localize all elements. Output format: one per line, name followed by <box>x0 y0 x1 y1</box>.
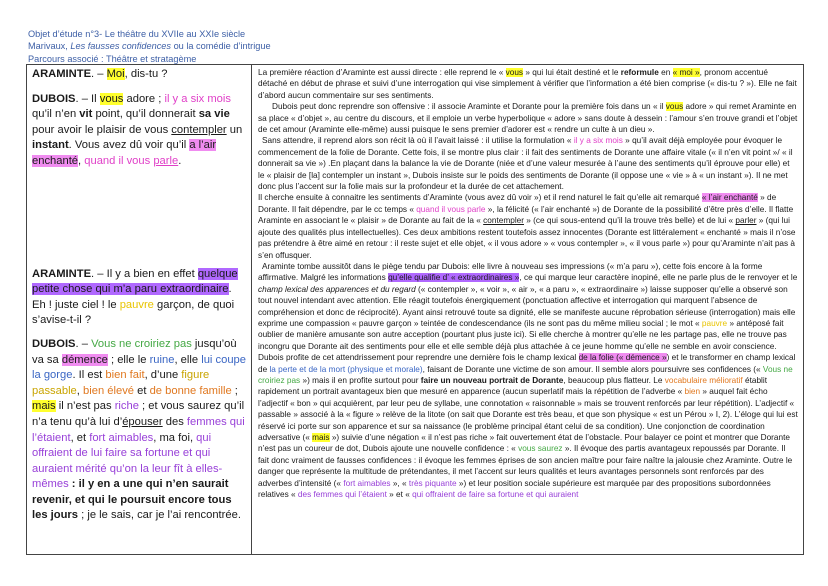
analysis-paragraph-6: Dubois profite de cet attendrissement pour reprendre une dernière fois le champ lexical de la folie (« démence ») et le transformer en champ lexical de la perte et de la mort (physique et morale), faisant de Dorante une victime de son amour. Il semble alors poursuivre ses confidences (« Vous ne croiriez pas ») mais il en profite surtout pour faire un nouveau portrait de Dorante, beaucoup plus flatteur. Le vocabulaire mélioratif établit rapidement un portrait avantageux bien que mesuré en apparence (aucun superlatif mais la répétition de l’adverbe « bien » auquel fait écho l’adjectif « bon » qui acquièrent, par leur peu de syllabe, une connotation « raisonnable » mais se trouvent renforcés par leur répétition). L’adjectif « passable » associé à la « figure » relève de la litote (on sait que Dorante est très beau, et que son physique « est un Pérou » I, 2). L’éloge qui lui est réservé ici porte sur son apparence et sur sa naissance (le problème principal étant celui de sa condition). Une conjonction de coordination adversative (« mais ») suivie d’une négation « il n’est pas riche » fait ouvertement état de l’obstacle. Pour balayer ce point et montrer que Dorante n’est pas un coureur de dot, Dubois ajoute une nouvelle confidence : « vous saurez ». Il évoque des partis avantageux repoussés par Dorante. Il fait donc vraiment de fausses confidences : il évoque les femmes éprises de son ancien maître pour faire naître la jalousie chez Araminte. Outre le danger que représente la multitude de prétendantes, il met l’accent sur leurs qualités et leurs avantages personnels sont renforcés par des adverbes d’intensité (« fort aimables », « très piquante ») et leur position sociale supérieure est marquée par des propositions subordonnées relatives « des femmes qui l’étaient » et « qui offraient de faire sa fortune et qui auraient <box>258 353 798 500</box>
analysis-paragraph-4: Il cherche ensuite à connaitre les sentiments d’Araminte (vous avez dû voir ») et il rend naturel le fait qu’elle ait remarqué « l’air enchanté » de Dorante. Il fait dépendre, par le cc temps « quand il vous parle », la félicité (« l’air enchanté ») de Dorante de la possibilité d’être près d’elle. Il flatte Araminte en associant le « plaisir » de Dorante au fait de la « contempler » (ce qui sous-entend qu’il la trouve très belle) et de lui « parler » (qui lui ajoute des qualités plus intellectuelles). Ces deux ambitions restent toutefois assez innocentes (Dorante est littéralement « enchanté » mais il n’ose pas prétendre à être aimé en retour : il reste sujet et elle objet, « il vous adore » « vous contempler », « il vous parle ») pour qu’Araminte n’ait pas à s’en offusquer. <box>258 193 796 260</box>
line-araminte-2: ARAMINTE. – Il y a bien en effet quelque petite chose qui m’a paru extraordinaire. Eh ! juste ciel ! le pauvre garçon, de quoi s’avise-t-il ? <box>32 267 238 327</box>
header-line-3: Parcours associé : Théâtre et stratagème <box>28 53 197 64</box>
analysis-column <box>252 65 803 556</box>
analysis-paragraph-3: Sans attendre, il reprend alors son récit là où il l’avait laissé : il utilise la formulation « il y a six mois » qu’il avait déjà employée pour évoquer le commencement de la folie de Dorante. Cette fois, il se montre plus clair : il fait des sentiments de Dorante une affaire vitale (« il n’en vit point »/ « il donnerait sa vie ») .En plaçant dans la balance la vie de Dorante (niée et d’une valeur mesurée à l’aune des sentiments qu’il éprouve pour elle) et le « plaisir de [la] contempler un instant », Dubois insiste sur le poids des sentiments de Dorante (il oppose une « vie » à « un instant »). Il ne met donc plus l’accent sur la folie mais sur la profondeur et la durée de cet attachement. <box>258 136 793 192</box>
line-dubois-2: DUBOIS. – Vous ne croiriez pas jusqu’où va sa démence ; elle le ruine, elle lui coupe la gorge. Il est bien fait, d’une figure passable, bien élevé et de bonne famille ; mais il n’est pas riche ; et vous saurez qu’il n’a tenu qu’à lui d’épouser des femmes qui l’étaient, et fort aimables, ma foi, qui offraient de lui faire sa fortune et qui auraient mérité qu’on la leur fît à elles-mêmes : il y en a une qui n’en saurait revenir, et qui le poursuit encore tous les jours ; je le sais, car je l’ai rencontrée. <box>32 337 246 522</box>
analysis-paragraph-1: La première réaction d’Araminte est aussi directe : elle reprend le « vous » qui lui était destiné et le reformule en « moi », pronom accentué détaché en début de phrase et suivi d’une interrogation qui vise simplement à vérifier que l’information a été bien comprise (« dis-tu ? »). Elle ne fait d’abord aucun commentaire sur ses sentiments. <box>258 68 797 100</box>
work-title: Les fausses confidences <box>70 41 172 52</box>
header-line-2: Marivaux, Les fausses confidences ou la comédie d’intrigue <box>28 41 271 52</box>
spacer <box>32 170 247 267</box>
study-table <box>26 64 804 555</box>
play-text-column <box>27 65 252 554</box>
line-araminte-1: ARAMINTE. – Moi, dis-tu ? <box>32 68 168 80</box>
analysis-paragraph-2: Dubois peut donc reprendre son offensive : il associe Araminte et Dorante pour la première fois dans un « il vous adore » qui remet Araminte en sa place « d’objet », au centre du discours, et il emploie un verbe hyperbolique « adore » sans doute à dessein : l’amour s’en trouve grandi et l’objet de cet amour (Araminte elle-même) aussi puisque le sens premier d’adorer est « rendre un culte à un dieu ». <box>258 102 798 135</box>
analysis-paragraph-5: Araminte tombe aussitôt dans le piège tendu par Dubois: elle livre à nouveau ses impressions (« m’a paru »), cette fois encore à la forme affirmative. Malgré les informations qu’elle qualifie d’ « extraordinaires », ce qui marque leur caractère inopiné, elle ne parle plus de le renvoyer et le champ lexical des apparences et du regard (« contempler », « voir », « air », « a paru », « extraordinaire ») laisse supposer qu’elle a observé son tout nouvel intendant avec attention. Elle réagit toutefois énergiquement (ponctuation affective et interrogation qui marquent l’absence de compréhension et donc de réciprocité). Ayant ainsi retrouvé toute sa dignité, elle se manifeste aucune réprobation sérieuse (interrogation) mais elle exprime une compassion « pauvre garçon » teintée de condescendance (ils ne sont pas du même milieu social ; le mot « pauvre » antéposé fait oublier de manière amusante son autre acception (pourtant plus juste ici). Si elle cherche à montrer qu’elle ne les partage pas, elle ne trouve pas incongru que Dorante ait des sentiments pour elle et elle semble déjà plus attachée à ce jeune homme qu’elle ne semble en avoir conscience. <box>258 261 798 351</box>
line-dubois-1: DUBOIS. – Il vous adore ; il y a six mois qu’il n’en vit point, qu’il donnerait sa vie pour avoir le plaisir de vous contempler un instant. Vous avez dû voir qu’il a l’air enchanté, quand il vous parle. <box>32 92 243 167</box>
document-header <box>28 28 271 65</box>
header-line-1: Objet d’étude n°3- Le théâtre du XVIIe au XXIe siècle <box>28 29 246 39</box>
